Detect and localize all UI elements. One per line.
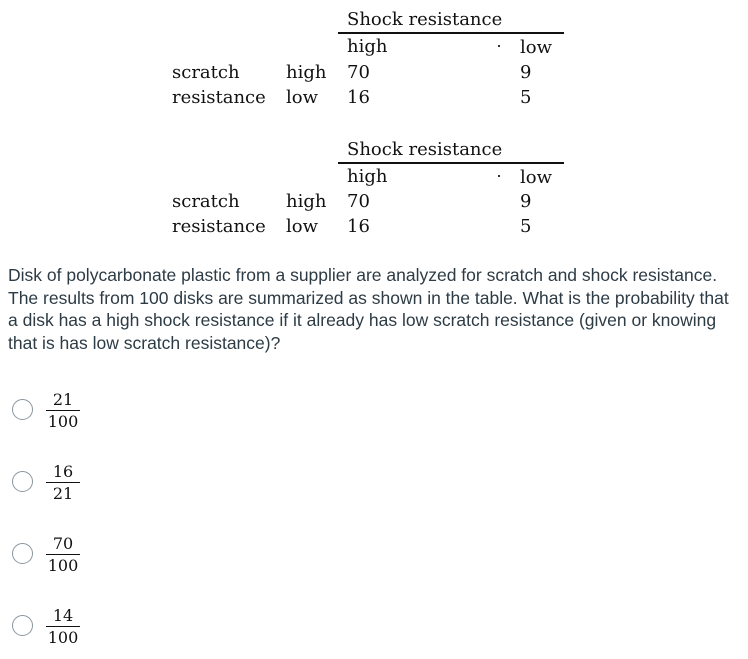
fraction-numerator: 70 xyxy=(46,534,80,555)
fraction xyxy=(46,534,80,575)
answer-option-2[interactable] xyxy=(10,462,210,511)
cell-high-low: 9 xyxy=(520,191,532,212)
fraction xyxy=(46,606,80,647)
cell-low-low: 5 xyxy=(520,216,532,237)
answer-option-4[interactable] xyxy=(10,606,210,655)
contingency-table-2 xyxy=(0,130,748,240)
col-low-label: low xyxy=(520,167,553,188)
cell-high-high: 70 xyxy=(347,62,370,83)
header-rule xyxy=(338,32,564,34)
row-group-label-bottom: resistance xyxy=(172,87,266,108)
row-low-label: low xyxy=(286,216,319,237)
row-low-label: low xyxy=(286,87,319,108)
radio-button[interactable] xyxy=(12,615,33,636)
col-high-label: high xyxy=(347,36,388,57)
radio-button[interactable] xyxy=(12,471,33,492)
contingency-table-1 xyxy=(0,0,748,110)
fraction-denominator: 100 xyxy=(47,412,79,431)
table-header: Shock resistance xyxy=(347,9,503,30)
header-rule xyxy=(338,162,564,164)
fraction-denominator: 100 xyxy=(47,628,79,647)
fraction-denominator: 100 xyxy=(47,556,79,575)
cell-low-low: 5 xyxy=(520,87,532,108)
fraction-numerator: 21 xyxy=(46,390,80,411)
fraction xyxy=(46,390,80,431)
answer-option-3[interactable] xyxy=(10,534,210,583)
cell-high-low: 9 xyxy=(520,62,532,83)
question-text: Disk of polycarbonate plastic from a supplier are analyzed for scratch and shock resistance. The results from 100 disks are summarized as shown in the table. What is the probability that a disk has a high shock resistance if it already has low scratch resistance (given or knowing that is has low scratch resistance)? xyxy=(8,265,729,353)
cell-low-high: 16 xyxy=(347,87,370,108)
col-low-label: low xyxy=(520,37,553,58)
answer-option-1[interactable] xyxy=(10,390,210,439)
row-group-label-top: scratch xyxy=(172,62,240,83)
cell-high-high: 70 xyxy=(347,191,370,212)
radio-button[interactable] xyxy=(12,399,33,420)
col-high-label: high xyxy=(347,166,388,187)
row-group-label-bottom: resistance xyxy=(172,216,266,237)
cell-low-high: 16 xyxy=(347,216,370,237)
dot-mark xyxy=(498,45,500,47)
fraction xyxy=(46,462,80,503)
fraction-numerator: 16 xyxy=(46,462,80,483)
fraction-denominator: 21 xyxy=(52,484,74,503)
row-group-label-top: scratch xyxy=(172,191,240,212)
row-high-label: high xyxy=(286,62,327,83)
table-header: Shock resistance xyxy=(347,139,503,160)
dot-mark xyxy=(498,175,500,177)
radio-button[interactable] xyxy=(12,543,33,564)
row-high-label: high xyxy=(286,191,327,212)
fraction-numerator: 14 xyxy=(46,606,80,627)
